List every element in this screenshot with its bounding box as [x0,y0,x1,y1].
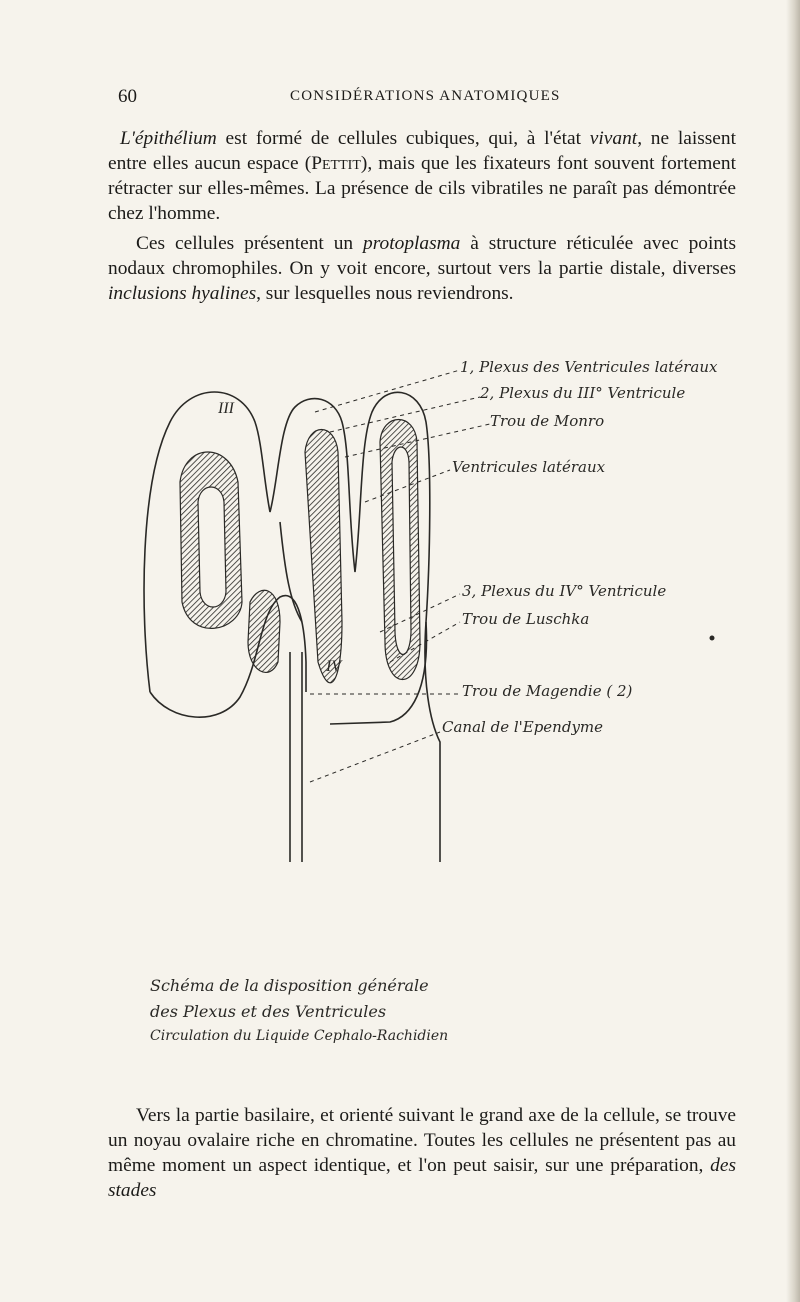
stray-dot [710,636,715,641]
leader-plexus-lateral [315,370,460,412]
leader-ependyme [310,732,440,782]
paragraph-protoplasma [108,231,736,306]
third-ventricle-plexus [305,430,342,683]
label-plexus-lateral: 1, Plexus des Ventricules latéraux [460,358,718,376]
term-stades: des stades [108,1155,736,1201]
lateral-plexus-left-inner [198,487,226,607]
caption-line-3: Circulation du Liquide Cephalo-Rachidien [150,1028,449,1044]
term-vivant: vivant [589,128,638,149]
para1-text-1: est formé de cellules cubiques, qui, à l'état [216,128,590,149]
term-protoplasma: protoplasma [363,233,461,254]
label-plexus-third: 2, Plexus du III° Ventricule [480,384,686,402]
label-trou-monro: Trou de Monro [490,412,605,430]
page-header [118,86,738,112]
para1-text-2: , ne laissent entre elles aucun espace ( [108,128,736,174]
para2-text-1: Ces cellules présentent un [136,233,364,254]
author-pettit: Pettit [311,153,361,174]
para2-text-3: , sur lesquelles nous reviendrons. [256,283,514,304]
caption-line-2: des Plexus et des Ventricules [150,1002,387,1021]
roman-iii: III [218,400,234,417]
label-lateral-ventricles: Ventricules latéraux [452,458,606,476]
roman-iv: IV [326,658,342,675]
label-trou-luschka: Trou de Luschka [462,610,590,628]
term-epithelium: L'épithélium [120,128,217,149]
schema-figure [130,358,750,862]
ventricle-diagram [130,362,750,862]
para1-text-3: ), mais que les fixateurs font souvent fortement rétracter sur elles-mêmes. La présence de cils vibratiles ne paraît pas démontrée chez l'homme. [108,153,736,224]
paragraph-noyau [108,1103,736,1203]
fourth-ventricle-plexus [248,590,280,672]
label-plexus-fourth: 3, Plexus du IV° Ventricule [462,582,667,600]
term-inclusions: inclusions hyalines [108,283,257,304]
para3-text-1: Vers la partie basilaire, et orienté suivant le grand axe de la cellule, se trouve un noyau ovalaire riche en chromatine. Toutes les cellules ne présentent pas au même moment un aspect identique, et l'on peut saisir, sur une préparation, [108,1105,736,1176]
page-number: 60 [118,86,137,107]
aqueduct-line [280,522,302,622]
running-title: CONSIDÉRATIONS ANATOMIQUES [290,88,561,104]
label-trou-magendie: Trou de Magendie ( 2) [462,682,633,700]
caption-line-1: Schéma de la disposition générale [150,976,429,995]
page-edge-shadow [786,0,800,1302]
para2-text-2: à structure réticulée avec points nodaux chromophiles. On y voit encore, surtout vers la partie distale, diverses [108,233,736,279]
lateral-plexus-right-inner [392,447,411,655]
paragraph-epithelium [108,126,736,226]
label-canal-ependyme: Canal de l'Ependyme [442,718,604,736]
